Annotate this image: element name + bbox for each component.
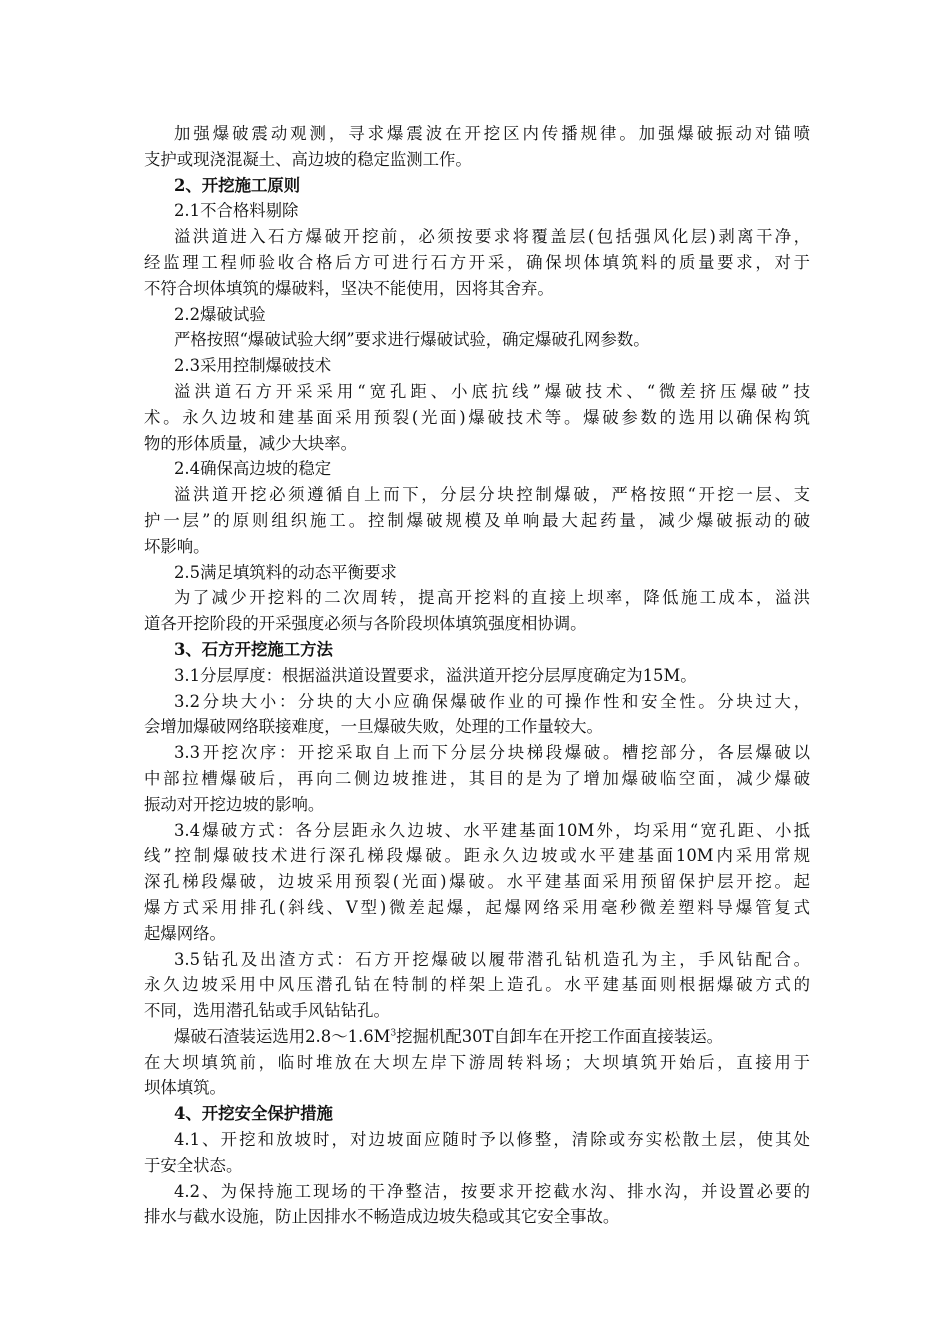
- paragraph-line: 3.3开挖次序：开挖采取自上而下分层分块梯段爆破。槽挖部分，各层爆破以: [174, 743, 810, 763]
- paragraph-line: 深孔梯段爆破，边坡采用预裂(光面)爆破。水平建基面采用预留保护层开挖。起: [144, 872, 810, 892]
- paragraph-line: 道各开挖阶段的开采强度必须与各阶段坝体填筑强度相协调。: [144, 614, 587, 634]
- paragraph-line: 3.1分层厚度：根据溢洪道设置要求，溢洪道开挖分层厚度确定为15M。: [174, 665, 697, 685]
- section-heading: 4、开挖安全保护措施: [174, 1104, 333, 1124]
- paragraph-line: 振动对开挖边坡的影响。: [144, 794, 325, 814]
- paragraph-line: 3.5钻孔及出渣方式：石方开挖爆破以履带潜孔钻机造孔为主，手风钻配合。: [174, 949, 810, 969]
- paragraph-line: 排水与截水设施，防止因排水不畅造成边坡失稳或其它安全事故。: [144, 1207, 620, 1227]
- subsection-heading: 2.1不合格料剔除: [174, 201, 299, 221]
- subsection-heading: 2.5满足填筑料的动态平衡要求: [174, 562, 397, 582]
- paragraph-line: 溢洪道进入石方爆破开挖前，必须按要求将覆盖层(包括强风化层)剥离干净，: [174, 227, 810, 247]
- paragraph-line: 溢洪道开挖必须遵循自上而下，分层分块控制爆破，严格按照“开挖一层、支: [174, 485, 810, 505]
- paragraph-line: 加强爆破震动观测，寻求爆震波在开挖区内传播规律。加强爆破振动对锚喷: [174, 124, 810, 143]
- paragraph-line: 4.1、开挖和放坡时，对边坡面应随时予以修整，清除或夯实松散土层，使其处: [174, 1130, 810, 1150]
- paragraph-line: 溢洪道石方开采采用“宽孔距、小底抗线”爆破技术、“微差挤压爆破”技: [174, 381, 810, 401]
- paragraph-line: 为了减少开挖料的二次周转，提高开挖料的直接上坝率，降低施工成本，溢洪: [174, 588, 810, 608]
- text-before-superscript: 爆破石渣装运选用2.8～1.6M: [174, 1026, 391, 1046]
- paragraph-line: 会增加爆破网络联接难度，一旦爆破失败，处理的工作量较大。: [144, 717, 603, 737]
- paragraph-line: 线”控制爆破技术进行深孔梯段爆破。距永久边坡或水平建基面10M内采用常规: [144, 846, 810, 866]
- paragraph-line: 在大坝填筑前，临时堆放在大坝左岸下游周转料场；大坝填筑开始后，直接用于: [144, 1052, 810, 1072]
- paragraph-line: 3.2分块大小：分块的大小应确保爆破作业的可操作性和安全性。分块过大，: [174, 691, 810, 711]
- paragraph-line-with-superscript: [144, 1024, 810, 1050]
- subsection-heading: 2.4确保高边坡的稳定: [174, 459, 332, 479]
- paragraph-line: 中部拉槽爆破后，再向二侧边坡推进，其目的是为了增加爆破临空面，减少爆破: [144, 768, 810, 788]
- subsection-heading: 2.2爆破试验: [174, 304, 266, 324]
- paragraph-line: 不符合坝体填筑的爆破料，坚决不能使用，因将其舍弃。: [144, 278, 554, 298]
- paragraph-line: 护一层”的原则组织施工。控制爆破规模及单响最大起药量，减少爆破振动的破: [144, 510, 810, 530]
- subsection-heading: 2.3采用控制爆破技术: [174, 356, 332, 376]
- paragraph-line: 经监理工程师验收合格后方可进行石方开采，确保坝体填筑料的质量要求，对于: [144, 252, 810, 272]
- paragraph-line: 3.4爆破方式：各分层距永久边坡、水平建基面10M外，均采用“宽孔距、小抵: [174, 820, 810, 840]
- paragraph-line: 术。永久边坡和建基面采用预裂(光面)爆破技术等。爆破参数的选用以确保构筑: [144, 407, 810, 427]
- paragraph-line: 不同，选用潜孔钻或手风钻钻孔。: [144, 1001, 390, 1021]
- section-heading: 2、开挖施工原则: [174, 175, 301, 195]
- paragraph-line: 坏影响。: [144, 536, 210, 556]
- paragraph-line: 起爆网络。: [144, 923, 226, 943]
- paragraph-line: 爆方式采用排孔(斜线、V型)微差起爆，起爆网络采用毫秒微差塑料导爆管复式: [144, 897, 810, 917]
- text-after-superscript: 挖掘机配30T自卸车在开挖工作面直接装运。: [396, 1026, 723, 1046]
- paragraph-line: 于安全状态。: [144, 1155, 243, 1175]
- paragraph-line: 物的形体质量，减少大块率。: [144, 433, 358, 453]
- paragraph-line: 永久边坡采用中风压潜孔钻在特制的样架上造孔。水平建基面则根据爆破方式的: [144, 975, 810, 995]
- paragraph-line: 坝体填筑。: [144, 1078, 226, 1098]
- paragraph-line: 4.2、为保持施工现场的干净整洁，按要求开挖截水沟、排水沟，并设置必要的: [174, 1181, 810, 1201]
- document-body: [144, 121, 810, 1230]
- paragraph-line: 严格按照“爆破试验大纲”要求进行爆破试验，确定爆破孔网参数。: [174, 330, 650, 350]
- paragraph-line: 支护或现浇混凝土、高边坡的稳定监测工作。: [144, 149, 472, 169]
- section-heading: 3、石方开挖施工方法: [174, 639, 333, 659]
- superscript: 3: [390, 1028, 397, 1039]
